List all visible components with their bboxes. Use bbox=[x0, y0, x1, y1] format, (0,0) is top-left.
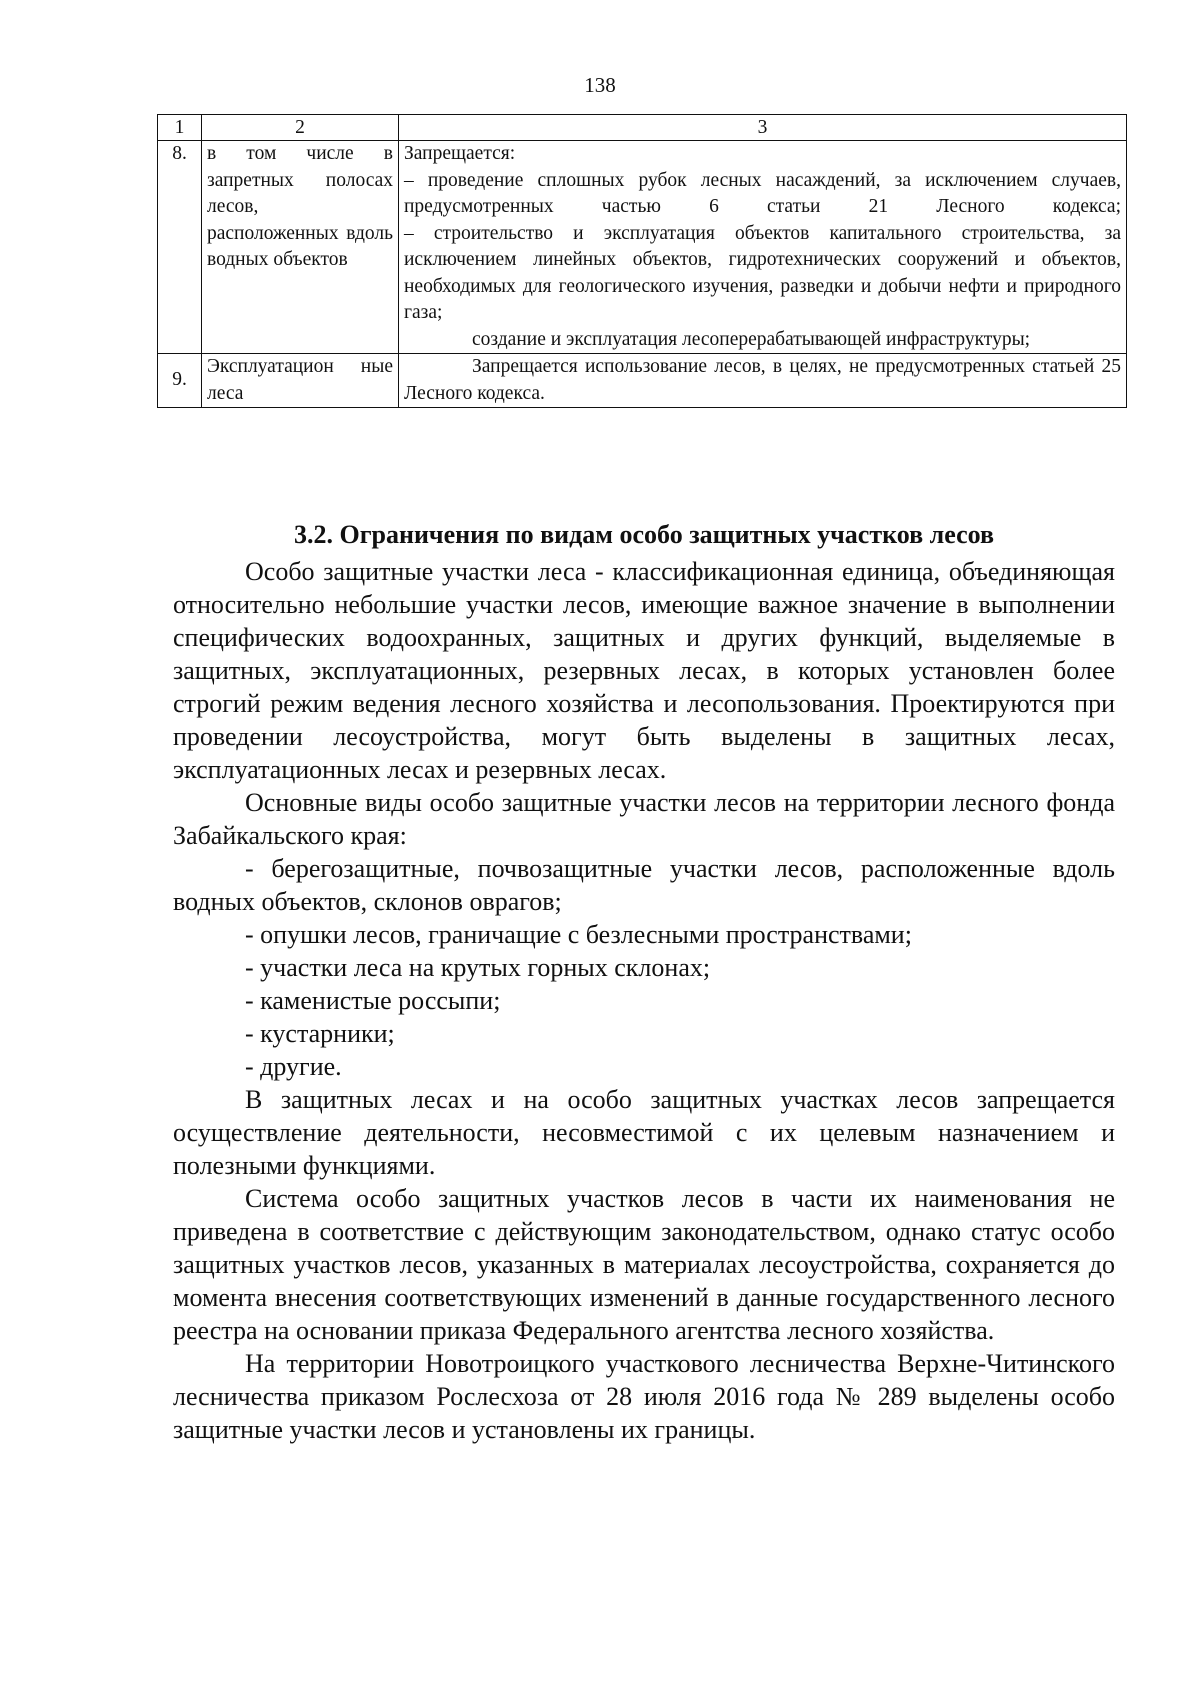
paragraph: Особо защитные участки леса - классификационная единица, объединяющая относительно небольшие участки лесов, имеющие важное значение в выполнении специфических водоохранных, защитных и других функций, выделяемые в защитных, эксплуатационных, резервных лесах, в которых установлен более строгий режим ведения лесного хозяйства и лесопользования. Проектируются при проведении лесоустройства, могут быть выделены в защитных лесах, эксплуатационных лесах и резервных лесах. bbox=[173, 557, 1115, 784]
restriction-line: Запрещается использование лесов, в целях, не предусмотренных статьей 25 Лесного кодекса. bbox=[404, 356, 1121, 404]
row-number: 8. bbox=[158, 141, 202, 354]
restriction-line: – строительство и эксплуатация объектов капитального строительства, за исключением линейных объектов, гидротехнических сооружений и объектов, необходимых для геологического изучения, разведки и добычи нефти и природного газа; bbox=[404, 222, 1121, 323]
forest-category: Эксплуатацион ные леса bbox=[202, 354, 399, 408]
restriction-line: создание и эксплуатация лесоперерабатывающей инфраструктуры; bbox=[472, 328, 1031, 350]
document-body bbox=[173, 518, 1115, 1446]
table-header-row bbox=[158, 115, 1127, 141]
section-title: 3.2. Ограничения по видам особо защитных участков лесов bbox=[293, 520, 995, 549]
restriction-text bbox=[399, 354, 1127, 408]
table-header-cell: 3 bbox=[399, 115, 1127, 141]
restriction-text bbox=[399, 141, 1127, 354]
restriction-line: Запрещается: bbox=[404, 143, 516, 164]
paragraph: В защитных лесах и на особо защитных участках лесов запрещается осуществление деятельности, несовместимой с их целевым назначением и полезными функциями. bbox=[173, 1085, 1115, 1180]
list-item: - участки леса на крутых горных склонах; bbox=[245, 953, 711, 982]
restriction-line: – проведение сплошных рубок лесных насаждений, за исключением случаев, предусмотренных частью 6 статьи 21 Лесного кодекса; bbox=[404, 169, 1121, 217]
list-item: - каменистые россыпи; bbox=[245, 986, 501, 1015]
table-header-cell: 1 bbox=[158, 115, 202, 141]
list-item: - кустарники; bbox=[245, 1019, 395, 1048]
list-item: - опушки лесов, граничащие с безлесными пространствами; bbox=[245, 920, 912, 949]
page-number: 138 bbox=[584, 73, 616, 97]
row-number: 9. bbox=[158, 354, 202, 408]
list-item: - берегозащитные, почвозащитные участки лесов, расположенные вдоль водных объектов, склонов оврагов; bbox=[173, 854, 1115, 916]
paragraph: Система особо защитных участков лесов в части их наименования не приведена в соответствие с действующим законодательством, однако статус особо защитных участков лесов, указанных в материалах лесоустройства, сохраняется до момента внесения соответствующих изменений в данные государственного лесного реестра на основании приказа Федерального агентства лесного хозяйства. bbox=[173, 1184, 1115, 1345]
table-row bbox=[158, 354, 1127, 408]
paragraph: Основные виды особо защитные участки лесов на территории лесного фонда Забайкальского края: bbox=[173, 788, 1115, 850]
forest-category: в том числе в запретных полосах лесов, расположенных вдоль водных объектов bbox=[202, 141, 399, 354]
table-row bbox=[158, 141, 1127, 354]
restrictions-table bbox=[157, 114, 1127, 408]
list-item: - другие. bbox=[245, 1052, 342, 1081]
table-header-cell: 2 bbox=[202, 115, 399, 141]
paragraph: На территории Новотроицкого участкового лесничества Верхне-Читинского лесничества приказом Рослесхоза от 28 июля 2016 года № 289 выделены особо защитные участки лесов и установлены их границы. bbox=[173, 1349, 1115, 1444]
